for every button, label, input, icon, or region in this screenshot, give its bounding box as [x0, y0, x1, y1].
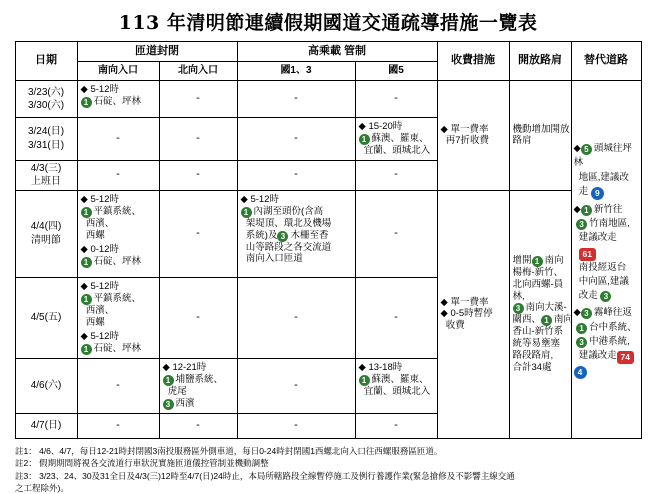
date-line: 4/7(日): [30, 420, 62, 432]
closure-item: 1 石碇、坪林: [81, 343, 156, 355]
date-line: 3/24(日): [27, 126, 65, 138]
hov-time: ◆ 15-20時: [358, 121, 403, 132]
date-line: 上班日: [31, 176, 61, 188]
hov-item: 宜蘭、頭城北入: [358, 386, 431, 398]
cell-hov-13: -: [237, 359, 355, 414]
alt-route-line: ◆ 1 新竹往: [573, 203, 623, 215]
hov-item: 系統)及 3 木柵至香: [240, 229, 329, 241]
cell-alt-routes: [571, 81, 641, 439]
header-alt-route: 替代道路: [571, 42, 641, 81]
alt-route-line: 3 竹南地區,: [574, 217, 639, 231]
hov-item: 南向入口匝道: [240, 253, 303, 265]
date-line: 4/6(六): [30, 380, 62, 392]
cell-south-entrance: -: [77, 160, 159, 190]
shoulder-line: 北向西螺-員: [512, 278, 564, 290]
alt-route-line: 改走 3: [574, 289, 639, 303]
alt-route-line: ◆ 5 頭城往坪林: [573, 143, 632, 169]
table-row: [15, 190, 641, 277]
shoulder-line: 3 南向大溪-: [513, 302, 568, 314]
closure-item: 1 平鎮系統、: [81, 206, 156, 218]
hov-item: 1 蘇澳、羅東、: [359, 374, 434, 386]
cell-hov-5: -: [355, 414, 437, 439]
schedule-table: [15, 41, 642, 439]
date-line: 4/4(四): [30, 221, 62, 233]
date-line: 3/30(六): [27, 100, 65, 111]
row-date: [15, 118, 77, 161]
alt-route-item: [574, 203, 639, 304]
footnote-1: 註1： 4/6、4/7，每日12-21時封閉國3南投服務區外側車道，每日0-24時封閉國1西螺北向入口往西螺服務區匝道。: [15, 446, 443, 456]
cell-toll-group2: [437, 190, 509, 438]
closure-item: 1 埔鹽系統、: [163, 374, 234, 386]
cell-hov-13: -: [237, 81, 355, 118]
closure-item: 3 西濱: [163, 398, 234, 410]
header-north-entrance: 北向入口: [159, 62, 237, 81]
cell-toll-group1: [437, 81, 509, 191]
row-date: [15, 190, 77, 277]
footnotes: [15, 445, 641, 494]
cell-hov-13: -: [237, 277, 355, 359]
shoulder-line: 林,: [512, 290, 525, 302]
row-date: [15, 359, 77, 414]
cell-north-entrance: -: [159, 277, 237, 359]
closure-item: 1 石碇、坪林: [81, 96, 156, 108]
shoulder-line: 楊梅-新竹、: [512, 266, 564, 278]
header-date: 日期: [15, 42, 77, 81]
header-toll: 收費措施: [437, 42, 509, 81]
closure-item: 1 平鎮系統、: [81, 293, 156, 305]
closure-time: ◆ 12-21時: [162, 362, 207, 374]
alt-route-line: 地區,建議改: [573, 171, 629, 183]
cell-hov-5: -: [355, 277, 437, 359]
alt-route-line: 建議改走 744: [574, 349, 639, 379]
header-freeway-5: 國5: [355, 62, 437, 81]
closure-item: 1 石碇、坪林: [81, 256, 156, 268]
cell-south-entrance: [77, 277, 159, 359]
closure-item: 虎尾: [162, 386, 187, 398]
alt-route-line: 61: [574, 246, 639, 261]
closure-item: 西濱、: [80, 304, 115, 316]
shoulder-line: 關西、 1 南向: [512, 314, 574, 326]
cell-hov-5: [355, 118, 437, 161]
hov-time: ◆ 5-12時: [240, 193, 279, 205]
hov-time: ◆ 13-18時: [358, 362, 403, 374]
cell-hov-5: -: [355, 190, 437, 277]
hov-item: 宜蘭、頭城北入: [358, 144, 431, 156]
alt-route-line: ◆ 3 霧峰往返: [573, 307, 632, 319]
shoulder-line: 香山-新竹系: [512, 326, 564, 338]
closure-time: ◆ 5-12時: [80, 84, 119, 95]
shoulder-line: 路肩: [512, 135, 532, 147]
closure-item: 西螺: [80, 316, 105, 328]
cell-hov-5: -: [355, 160, 437, 190]
cell-hov-13: -: [237, 414, 355, 439]
cell-shoulder-group2: [509, 190, 574, 438]
shoulder-line: 機動增加開放: [512, 123, 570, 135]
cell-shoulder-group1: [509, 81, 571, 191]
alt-route-line: 南投經返台: [573, 261, 627, 273]
date-line: 3/23(六): [27, 86, 65, 98]
header-freeway-1-3: 國1、3: [237, 62, 355, 81]
shoulder-line: 合計34處: [512, 362, 552, 374]
alt-route-line: 3 中港系統,: [574, 335, 639, 349]
alt-route-line: 走 9: [574, 185, 639, 200]
cell-hov-13: -: [237, 118, 355, 161]
closure-item: 西螺: [80, 229, 105, 241]
row-date: [15, 277, 77, 359]
header-shoulder: 開放路肩: [509, 42, 571, 81]
toll-line: ◆ 單一費率: [440, 123, 489, 135]
row-date: [15, 160, 77, 190]
hov-item: 1 蘇澳、羅東、: [359, 133, 434, 145]
header-south-entrance: 南向入口: [77, 62, 159, 81]
page-title: 113 年清明節連續假期國道交通疏導措施一覽表: [118, 12, 538, 34]
header-ramp-closure: 匝道封閉: [77, 42, 237, 62]
closure-time: ◆ 5-12時: [80, 331, 119, 343]
alt-route-item: [574, 142, 639, 200]
cell-south-entrance: -: [77, 118, 159, 161]
footnote-3-cont: 之工程除外)。: [15, 482, 69, 493]
cell-north-entrance: -: [159, 81, 237, 118]
date-line: 清明節: [31, 234, 61, 246]
cell-north-entrance: [159, 359, 237, 414]
row-date: [15, 81, 77, 118]
toll-line: 再7折收費: [440, 135, 490, 147]
shoulder-line: 路段路肩,: [512, 350, 554, 362]
footnote-3: 註3： 3/23、24、30及31全日及4/3(三)12時至4/7(日)24時止，本局所轄路段全線暫停施工及例行養護作業(緊急搶修及不影響主線交通: [15, 470, 515, 481]
hov-item: 1 內湖至頭份(含高: [241, 206, 352, 218]
cell-north-entrance: -: [159, 118, 237, 161]
toll-line: ◆ 單一費率: [440, 296, 489, 308]
cell-south-entrance: -: [77, 359, 159, 414]
closure-time: ◆ 5-12時: [80, 193, 119, 205]
footnote-2: 註2： 假期期間將視各交流道行車狀況實施匝道儀控管制並機動調整: [15, 458, 269, 469]
table-header-row-top: [15, 42, 641, 62]
alt-route-line: 1 台中系統、: [574, 321, 639, 335]
closure-time: ◆ 0-12時: [80, 244, 119, 256]
cell-south-entrance: -: [77, 414, 159, 439]
hov-item: 架堤頂、環北及機場: [240, 217, 332, 229]
table-row: [15, 81, 641, 118]
cell-north-entrance: -: [159, 160, 237, 190]
cell-hov-13: [237, 190, 355, 277]
closure-item: 西濱、: [80, 217, 115, 229]
cell-hov-5: [355, 359, 437, 414]
date-line: 4/5(五): [30, 312, 62, 324]
cell-south-entrance: [77, 81, 159, 118]
cell-north-entrance: -: [159, 190, 237, 277]
cell-north-entrance: -: [159, 414, 237, 439]
cell-hov-13: -: [237, 160, 355, 190]
alt-route-line: 中向區,建議: [573, 275, 629, 287]
alt-route-line: 建議改走: [573, 232, 617, 244]
shoulder-line: 增開 1 南向: [512, 254, 564, 266]
cell-hov-5: -: [355, 81, 437, 118]
row-date: [15, 414, 77, 439]
date-line: 4/3(三): [30, 162, 62, 174]
shoulder-line: 統等易壅塞: [512, 338, 561, 350]
toll-line: 收費: [440, 320, 465, 332]
cell-south-entrance: [77, 190, 159, 277]
toll-line: ◆ 0-5時暫停: [440, 308, 493, 320]
alt-route-item: [574, 306, 639, 379]
closure-time: ◆ 5-12時: [80, 280, 119, 292]
date-line: 3/31(日): [27, 139, 65, 151]
header-hov-control: 高乘載 管制: [237, 42, 437, 62]
hov-item: 山等路段之各交流道: [240, 241, 332, 253]
